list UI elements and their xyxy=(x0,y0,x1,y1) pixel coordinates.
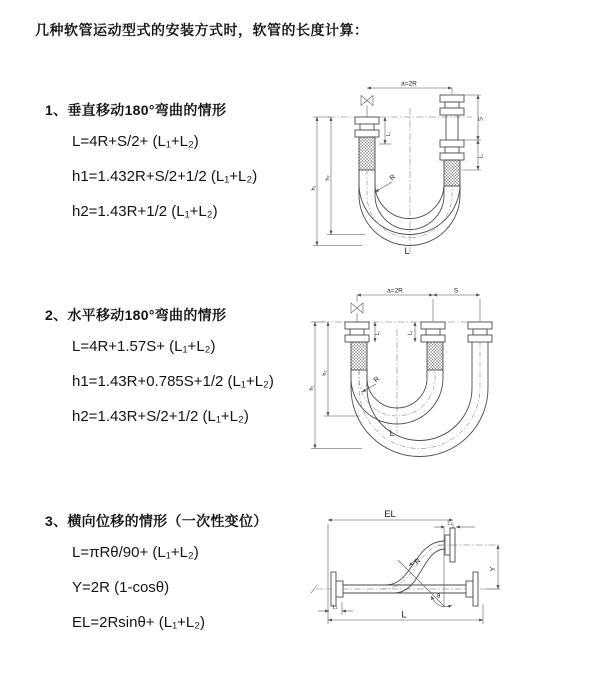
radius-leader xyxy=(375,174,397,192)
dimension-a-2r xyxy=(357,288,433,296)
radius-label: R xyxy=(413,557,423,567)
dim-l2-label: L₂ xyxy=(407,330,414,336)
dim-y-label: Y xyxy=(490,566,497,572)
dimension-a-2r xyxy=(367,81,452,95)
section-2-heading: 2、水平移动180°弯曲的情形 xyxy=(45,307,227,323)
dim-l2-label: L₂ xyxy=(447,520,453,527)
dim-el-label: EL xyxy=(384,509,396,520)
radius-label: R xyxy=(388,173,398,183)
dim-l2-label: L₂ xyxy=(478,153,485,159)
dimension-l xyxy=(328,604,483,624)
braided-hose-section xyxy=(444,160,460,186)
braided-hose-section xyxy=(351,342,367,370)
hose-u-bend-position2 xyxy=(351,342,488,457)
section-2 xyxy=(45,306,315,434)
dim-l1-label: L₁ xyxy=(375,330,381,336)
formula-length: L=4R+1.57S+ (L₁+L₂) xyxy=(72,338,216,355)
section-2-formulas xyxy=(72,329,315,434)
dimension-h1 xyxy=(311,117,362,246)
valve-icon xyxy=(361,96,373,118)
formula-h2: h2=1.43R+1/2 (L₁+L₂) xyxy=(72,203,218,220)
radius-label: R xyxy=(372,375,382,385)
diagram-vertical-180-bend xyxy=(310,78,490,268)
dimension-l2 xyxy=(408,322,416,342)
dim-l1-label: L₁ xyxy=(332,604,338,611)
dim-s-label: S xyxy=(478,116,485,122)
dimension-s xyxy=(462,95,485,170)
dim-h1-label: h₁ xyxy=(311,185,317,191)
dimension-l1 xyxy=(318,602,353,615)
formula-h2: h2=1.43R+S/2+1/2 (L₁+L₂) xyxy=(72,408,249,425)
section-1 xyxy=(45,101,315,229)
section-3-formulas xyxy=(72,535,315,640)
formula-length: L=4R+S/2+ (L₁+L₂) xyxy=(72,133,199,150)
dimension-l1 xyxy=(375,322,381,342)
section-3-heading: 3、横向位移的情形（一次性变位） xyxy=(45,513,268,529)
formula-el: EL=2Rsinθ+ (L₁+L₂) xyxy=(72,614,206,631)
right-flange-lower xyxy=(440,140,464,160)
diagram-lateral-displacement xyxy=(298,502,598,652)
formula-length: L=πRθ/90+ (L₁+L₂) xyxy=(72,544,199,561)
right-flange-upper xyxy=(440,95,464,115)
middle-flange xyxy=(421,322,445,370)
dim-l-label: L xyxy=(401,609,407,621)
formula-h1: h1=1.432R+S/2+1/2 (L₁+L₂) xyxy=(72,168,258,185)
right-flange xyxy=(468,322,492,342)
dimension-l2 xyxy=(434,521,475,528)
dim-s-label: S xyxy=(453,287,459,295)
page-title: 几种软管运动型式的安装方式时，软管的长度计算： xyxy=(35,22,369,38)
length-label: L xyxy=(404,246,410,256)
left-flange xyxy=(331,572,343,606)
length-label: L xyxy=(389,429,395,438)
radius-leader xyxy=(362,376,381,392)
dim-a-label: a=2R xyxy=(401,80,417,88)
valve-icon xyxy=(351,295,363,322)
dim-h1-label: h₁ xyxy=(309,385,315,391)
dimension-y xyxy=(486,545,500,589)
braided-hose-section xyxy=(427,342,443,370)
dimension-s xyxy=(433,288,480,322)
formula-y: Y=2R (1-cosθ) xyxy=(72,579,170,596)
dimension-l1 xyxy=(379,117,392,144)
diagram-horizontal-180-bend xyxy=(308,283,503,458)
left-flange xyxy=(355,117,379,170)
section-1-formulas xyxy=(72,124,315,229)
section-3 xyxy=(45,512,315,640)
radius-leader xyxy=(409,558,422,567)
dim-a-label: a=2R xyxy=(387,287,403,295)
dim-h2-label: h₂ xyxy=(322,370,328,376)
section-1-heading: 1、垂直移动180°弯曲的情形 xyxy=(45,102,227,118)
dim-l1-label: L₁ xyxy=(386,131,392,137)
dim-h2-label: h₂ xyxy=(325,175,331,181)
angle-theta-label: θ xyxy=(437,594,441,600)
braided-hose-section xyxy=(359,137,375,170)
dimension-el xyxy=(328,509,453,624)
right-flange xyxy=(466,572,478,606)
formula-h1: h1=1.43R+0.785S+1/2 (L₁+L₂) xyxy=(72,373,274,390)
left-flange xyxy=(345,322,369,370)
